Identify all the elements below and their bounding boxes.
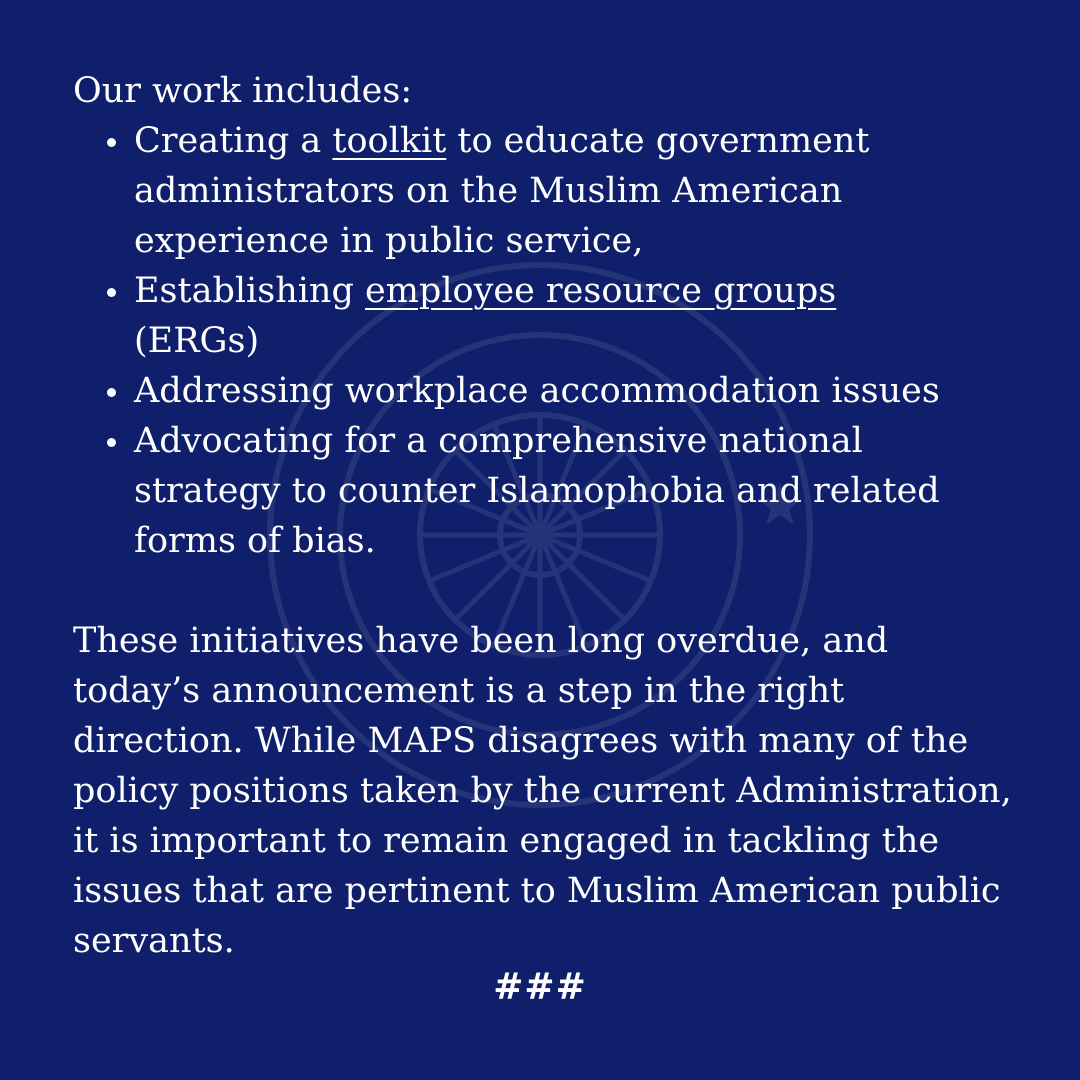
intro-heading: Our work includes: <box>73 71 413 111</box>
list-item-toolkit <box>134 116 964 266</box>
item-text: Addressing workplace accommodation issues <box>134 371 940 411</box>
item-text: Advocating for a comprehensive national strategy to counter Islamophobia and related forms of bias. <box>134 421 940 561</box>
employee-resource-groups-link[interactable]: employee resource groups <box>365 271 837 311</box>
list-item-ergs <box>134 266 964 366</box>
item-text: to educate government administrators on the Muslim American experience in public service, <box>134 121 870 261</box>
press-release-body <box>73 66 1033 966</box>
list-item-accommodation <box>134 366 964 416</box>
item-text: Establishing <box>134 271 366 311</box>
item-text: Creating a <box>134 121 333 161</box>
end-mark: ### <box>493 966 587 1008</box>
item-text: (ERGs) <box>134 321 260 361</box>
list-item-national-strategy <box>134 416 964 566</box>
statement-paragraph: These initiatives have been long overdue, and today’s announcement is a step in the right direction. While MAPS disagrees with many of the policy positions taken by the current Administration, it is important to remain engaged in tackling the issues that are pertinent to Muslim American public servants. <box>73 621 1012 961</box>
work-list <box>73 116 1033 566</box>
toolkit-link[interactable]: toolkit <box>332 121 447 161</box>
